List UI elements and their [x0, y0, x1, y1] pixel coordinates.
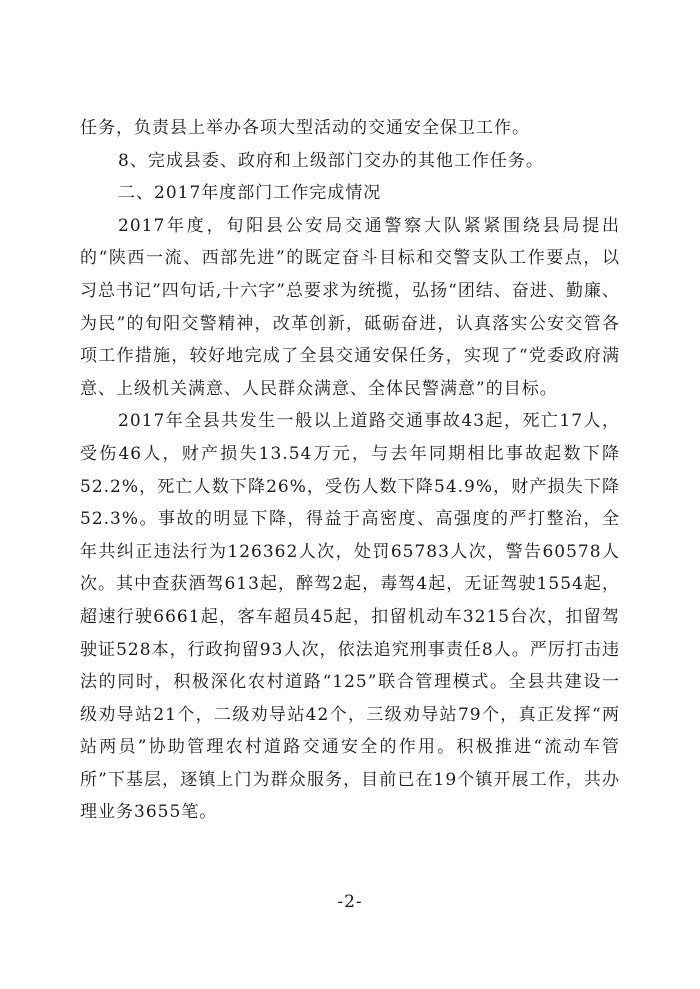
page-number: -2-: [337, 892, 363, 912]
paragraph-statistics: 2017年全县共发生一般以上道路交通事故43起，死亡17人，受伤46人，财产损失13.54万元，与去年同期相比事故起数下降52.2%，死亡人数下降26%，受伤人数下降54.9%，财产损失下降52.3%。事故的明显下降，得益于高密度、高强度的严打整治，全年共纠正违法行为126362人次，处罚65783人次，警告60578人次。其中查获酒驾613起，醉驾2起，毒驾4起，无证驾驶1554起，超速行驶6661起，客车超员45起，扣留机动车3215台次，扣留驾驶证528本，行政拘留93人次，依法追究刑事责任8人。严厉打击违法的同时，积极深化农村道路“125”联合管理模式。全县共建设一级劝导站21个，二级劝导站42个，三级劝导站79个，真正发挥“两站两员”协助管理农村道路交通安全的作用。积极推进“流动车管所”下基层，逐镇上门为群众服务，目前已在19个镇开展工作，共办理业务3655笔。: [80, 411, 620, 823]
section-heading: 二、2017年度部门工作完成情况: [118, 183, 382, 204]
paragraph-continuation: 任务，负责县上举办各项大型活动的交通安全保卫工作。: [80, 118, 530, 138]
paragraph-overview: 2017年度，旬阳县公安局交通警察大队紧紧围绕县局提出的“陕西一流、西部先进”的既定奋斗目标和交警支队工作要点，以习总书记”四句话,十六字”总要求为统揽，弘扬“团结、奋进、勤廉、为民”的旬阳交警精神，改革创新，砥砺奋进，认真落实公安交管各项工作措施，较好地完成了全县交通安保任务，实现了“党委政府满意、上级机关满意、人民群众满意、全体民警满意”的目标。: [80, 215, 620, 399]
document-body: [80, 112, 620, 829]
paragraph-item-8: 8、完成县委、政府和上级部门交办的其他工作任务。: [118, 150, 544, 171]
